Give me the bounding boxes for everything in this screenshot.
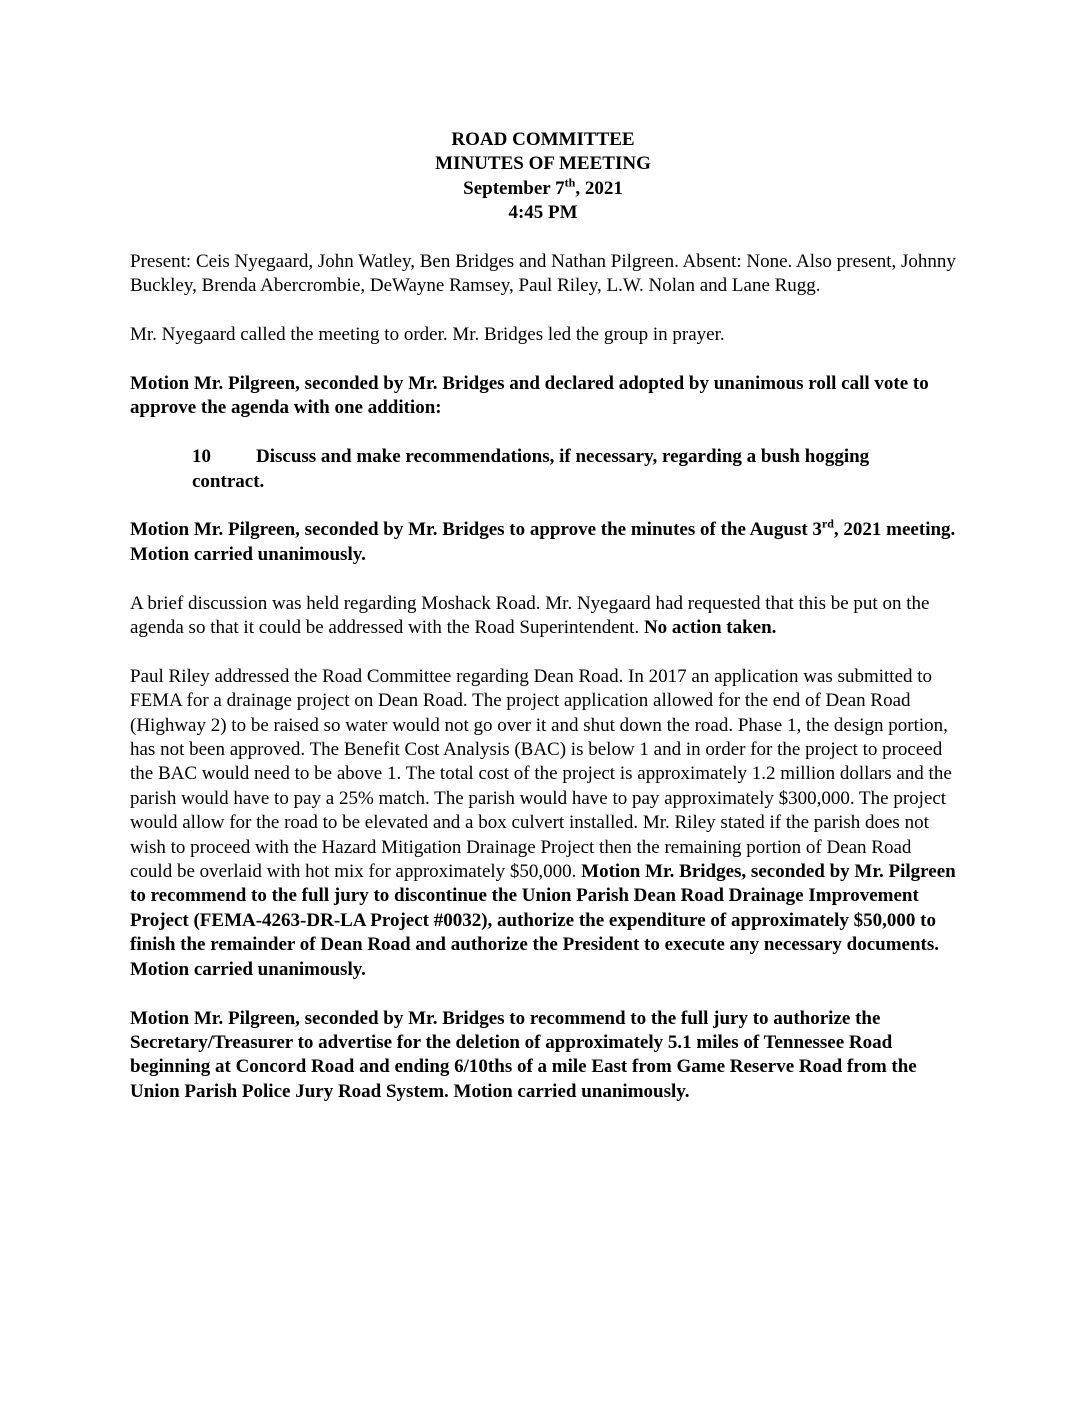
document-page — [130, 128, 956, 1129]
call-to-order-paragraph: Mr. Nyegaard called the meeting to order. Mr. Bridges led the group in prayer. — [130, 324, 725, 346]
meeting-time: 4:45 PM — [508, 202, 578, 224]
document-header — [130, 128, 956, 226]
dean-road-paragraph — [130, 665, 956, 982]
dean-road-motion: Motion Mr. Bridges, seconded by Mr. Pilgreen to recommend to the full jury to discontinue the Union Parish Dean Road Drainage Improvement Project (FEMA-4263-DR-LA Project #0032), authorize the expenditure of approximately $50,000 to finish the remainder of Dean Road and authorize the President to execute any necessary documents. Motion carried unanimously. — [130, 861, 956, 980]
agenda-item-text: Discuss and make recommendations, if necessary, regarding a bush hogging contract. — [192, 446, 870, 492]
minutes-motion-text: Motion Mr. Pilgreen, seconded by Mr. Bridges to approve the minutes of the August 3 — [130, 519, 822, 541]
tennessee-road-motion: Motion Mr. Pilgreen, seconded by Mr. Bridges to recommend to the full jury to authorize the Secretary/Treasurer to advertise for the deletion of approximately 5.1 miles of Tennessee Road beginning at Concord Road and ending 6/10ths of a mile East from Game Reserve Road from the Union Parish Police Jury Road System. Motion carried unanimously. — [130, 1007, 917, 1102]
agenda-addition-item — [192, 445, 896, 494]
committee-title: ROAD COMMITTEE — [451, 129, 635, 150]
agenda-item-number: 10 — [192, 446, 211, 468]
moshack-text: A brief discussion was held regarding Moshack Road. Mr. Nyegaard had requested that this be put on the agenda so that it could be addressed with the Road Superintendent. — [130, 592, 930, 639]
minutes-approval-motion — [130, 518, 956, 567]
dean-road-text: Paul Riley addressed the Road Committee regarding Dean Road. In 2017 an application was submitted to FEMA for a drainage project on Dean Road. The project application allowed for the end of Dean Road (Highway 2) to be raised so water would not go over it and shut down the road. Phase 1, the design portion, has not been approved. The Benefit Cost Analysis (BAC) is below 1 and in order for the project to proceed the BAC would need to be above 1. The total cost of the project is approximately 1.2 million dollars and the parish would have to pay a 25% match. The parish would have to pay approximately $300,000. The project would allow for the road to be elevated and a box culvert installed. Mr. Riley stated if the parish does not wish to proceed with the Hazard Mitigation Drainage Project then the remaining portion of Dean Road could be overlaid with hot mix for approximately $50,000. — [130, 665, 952, 883]
date-year: , 2021 — [575, 177, 623, 199]
date-text: September 7 — [463, 177, 565, 199]
date-ordinal: th — [564, 175, 576, 190]
moshack-action: No action taken. — [643, 617, 777, 639]
agenda-motion: Motion Mr. Pilgreen, seconded by Mr. Bridges and declared adopted by unanimous roll call vote to approve the agenda with one addition: — [130, 373, 929, 419]
moshack-road-paragraph — [130, 592, 956, 641]
attendance-paragraph: Present: Ceis Nyegaard, John Watley, Ben Bridges and Nathan Pilgreen. Absent: None. Also present, Johnny Buckley, Brenda Abercrombie, DeWayne Ramsey, Paul Riley, L.W. Nolan and Lane Rugg. — [130, 251, 956, 297]
minutes-title: MINUTES OF MEETING — [435, 153, 651, 175]
minutes-motion-suffix: , 2021 meeting. Motion carried unanimously. — [130, 519, 956, 565]
minutes-date-ordinal: rd — [821, 517, 834, 532]
meeting-date — [130, 177, 956, 201]
